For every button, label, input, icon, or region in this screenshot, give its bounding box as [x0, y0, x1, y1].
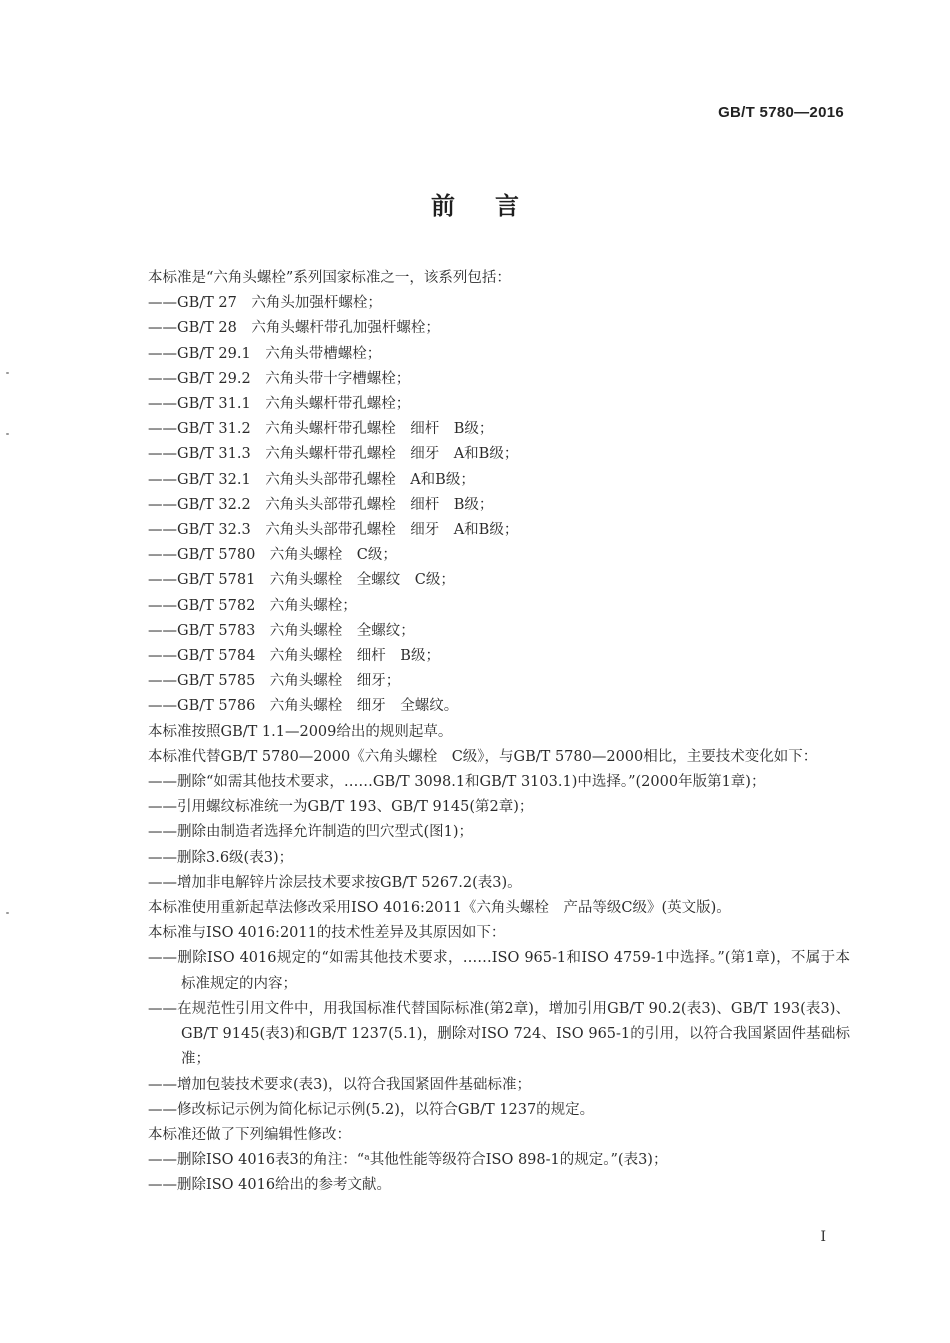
list-item: ——GB/T 32.3 六角头头部带孔螺栓 细牙 A和B级；	[148, 522, 519, 539]
list-item: ——增加包装技术要求(表3)，以符合我国紧固件基础标准；	[148, 1076, 532, 1093]
scan-artifact	[6, 912, 9, 914]
redraft-paragraph: 本标准使用重新起草法修改采用ISO 4016:2011《六角头螺栓 产品等级C级》(英文版)。	[148, 900, 731, 917]
list-item: ——修改标记示例为简化标记示例(5.2)，以符合GB/T 1237的规定。	[148, 1101, 595, 1118]
scan-artifact	[6, 372, 9, 374]
list-item: ——在规范性引用文件中，用我国标准代替国际标准(第2章)，增加引用GB/T 90.2(表3)、GB/T 193(表3)、GB/T 9145(表3)和GB/T 1237(5.1)，删除对ISO 724、ISO 965-1的引用，以符合我国紧固件基础标准；	[148, 1000, 850, 1068]
list-item: ——GB/T 31.3 六角头螺杆带孔螺栓 细牙 A和B级；	[148, 446, 519, 463]
list-item: ——GB/T 31.1 六角头螺杆带孔螺栓；	[148, 396, 411, 413]
intro-paragraph: 本标准是“六角头螺栓”系列国家标准之一，该系列包括：	[148, 270, 511, 286]
list-item: ——GB/T 29.2 六角头带十字槽螺栓；	[148, 370, 411, 387]
list-item: ——GB/T 5782 六角头螺栓；	[148, 597, 357, 614]
list-item: ——删除ISO 4016给出的参考文献。	[148, 1177, 392, 1194]
list-item: ——引用螺纹标准统一为GB/T 193、GB/T 9145(第2章)；	[148, 799, 534, 816]
list-item: ——GB/T 5786 六角头螺栓 细牙 全螺纹。	[148, 698, 459, 715]
list-item: ——GB/T 5780 六角头螺栓 C级；	[148, 547, 397, 564]
editorial-intro: 本标准还做了下列编辑性修改：	[148, 1126, 351, 1143]
list-item: ——GB/T 32.1 六角头头部带孔螺栓 A和B级；	[148, 471, 475, 488]
list-item: ——GB/T 28 六角头螺杆带孔加强杆螺栓；	[148, 320, 440, 337]
list-item: ——GB/T 29.1 六角头带槽螺栓；	[148, 345, 382, 362]
replaces-paragraph: 本标准代替GB/T 5780—2000《六角头螺栓 C级》，与GB/T 5780—2000相比，主要技术变化如下：	[148, 748, 818, 765]
list-item: ——GB/T 31.2 六角头螺杆带孔螺栓 细杆 B级；	[148, 421, 494, 438]
standard-code: GB/T 5780—2016	[718, 104, 844, 121]
scan-artifact	[6, 433, 9, 435]
list-item: ——增加非电解锌片涂层技术要求按GB/T 5267.2(表3)。	[148, 874, 522, 891]
list-item: ——GB/T 5781 六角头螺栓 全螺纹 C级；	[148, 572, 455, 589]
list-item: ——GB/T 5783 六角头螺栓 全螺纹；	[148, 622, 415, 639]
list-item: ——删除由制造者选择允许制造的凹穴型式(图1)；	[148, 824, 474, 841]
list-item: ——GB/T 32.2 六角头头部带孔螺栓 细杆 B级；	[148, 496, 494, 513]
foreword-body	[116, 266, 850, 1199]
list-item: ——GB/T 5784 六角头螺栓 细杆 B级；	[148, 648, 440, 665]
changes-list	[116, 770, 850, 896]
differences-intro: 本标准与ISO 4016:2011的技术性差异及其原因如下：	[148, 925, 506, 942]
series-list	[116, 291, 850, 719]
list-item: ——GB/T 27 六角头加强杆螺栓；	[148, 295, 382, 312]
drafting-paragraph: 本标准按照GB/T 1.1—2009给出的规则起草。	[148, 723, 453, 740]
list-item: ——删除3.6级(表3)；	[148, 849, 294, 866]
list-item: ——删除ISO 4016表3的角注：“ᵃ其他性能等级符合ISO 898-1的规定。”(表3)；	[148, 1152, 668, 1169]
list-item: ——删除ISO 4016规定的“如需其他技术要求，……ISO 965-1和ISO 4759-1中选择。”(第1章)，不属于本标准规定的内容；	[148, 950, 850, 992]
editorial-list	[116, 1148, 850, 1198]
list-item: ——GB/T 5785 六角头螺栓 细牙；	[148, 673, 401, 690]
page-title: 前言	[431, 192, 559, 220]
list-item: ——删除“如需其他技术要求，……GB/T 3098.1和GB/T 3103.1)中选择。”(2000年版第1章)；	[148, 774, 766, 791]
page-number: I	[820, 1229, 826, 1245]
differences-list	[116, 946, 850, 1122]
